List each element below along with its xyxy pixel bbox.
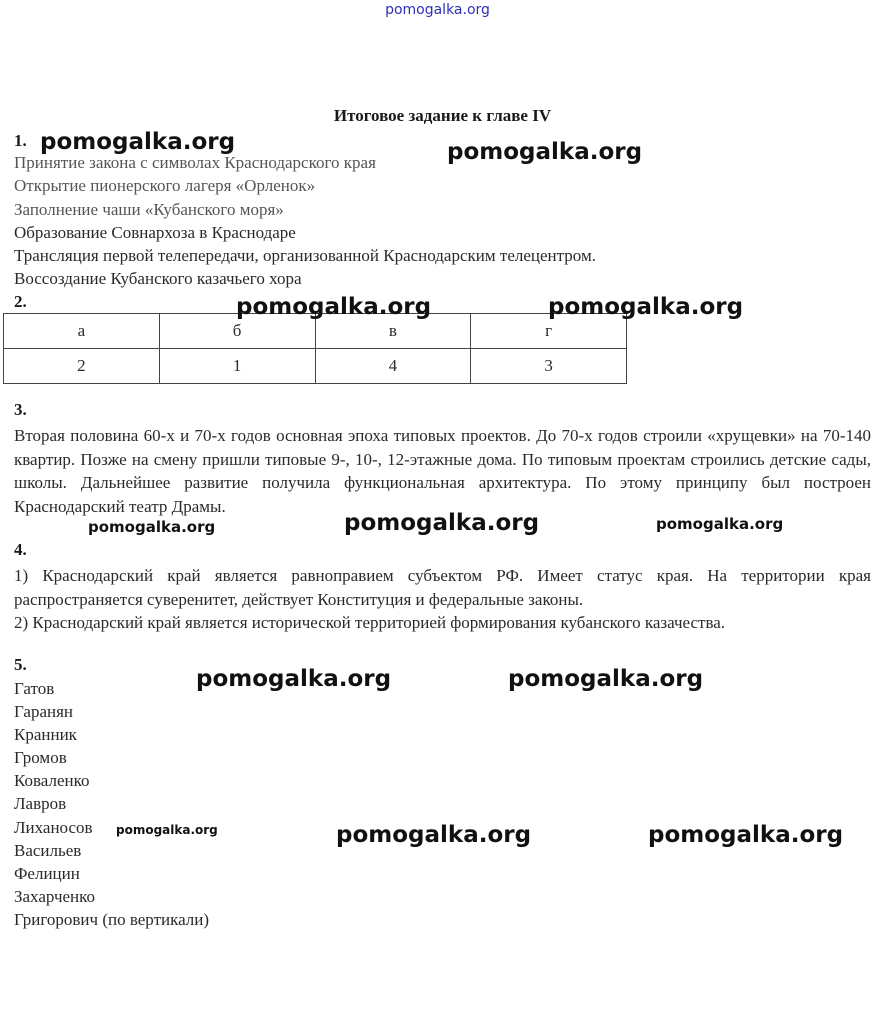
- task-1-line: Открытие пионерского лагеря «Орленок»: [14, 176, 316, 195]
- table-cell: 3: [471, 349, 627, 384]
- table-header-cell: а: [4, 314, 160, 349]
- name-list-item: Васильев: [14, 841, 82, 860]
- name-list-item: Гаранян: [14, 702, 74, 721]
- task-1-line: Образование Совнархоза в Краснодаре: [14, 223, 296, 242]
- task-1-line: Трансляция первой телепередачи, организованной Краснодарским телецентром.: [14, 246, 596, 265]
- table-cell: 2: [4, 349, 160, 384]
- task-4-text: [14, 564, 871, 635]
- watermark: pomogalka.org: [648, 822, 844, 848]
- watermark: pomogalka.org: [88, 518, 216, 536]
- name-list-item: Коваленко: [14, 771, 90, 790]
- watermark: pomogalka.org: [508, 666, 704, 692]
- watermark: pomogalka.org: [40, 129, 236, 155]
- page-title: Итоговое задание к главе IV: [333, 106, 552, 125]
- task-3-paragraph: Вторая половина 60-х и 70-х годов основная эпоха типовых проектов. До 70-х годов строили «хрущевки» на 70-140 квартир. Позже на смену пришли типовые 9-, 10-, 12-этажные дома. По типовым проектам строились детские сады, школы. Дальнейшее развитие получила функциональная архитектура. По этому принципу был построен Краснодарский театр Драмы.: [14, 426, 871, 516]
- name-list-item: Захарченко: [14, 887, 96, 906]
- task-5-number: 5.: [14, 655, 27, 674]
- answer-table: [3, 313, 627, 384]
- task-2-number: 2.: [14, 292, 27, 311]
- table-row: [4, 349, 627, 384]
- table-cell: 4: [315, 349, 471, 384]
- name-list-item: Лавров: [14, 794, 67, 813]
- task-1-line: Заполнение чаши «Кубанского моря»: [14, 200, 284, 219]
- task-1-line: Воссоздание Кубанского казачьего хора: [14, 269, 302, 288]
- watermark: pomogalka.org: [116, 823, 218, 837]
- task-1-line: Принятие закона с символах Краснодарского края: [14, 153, 376, 172]
- task-1-number: 1.: [14, 131, 27, 150]
- name-list-item: Кранник: [14, 725, 77, 744]
- name-list-item: Гатов: [14, 679, 55, 698]
- name-list-item: Лиханосов: [14, 818, 93, 837]
- watermark: pomogalka.org: [336, 822, 532, 848]
- watermark: pomogalka.org: [548, 294, 744, 320]
- task-4-paragraph: 1) Краснодарский край является равноправием субъектом РФ. Имеет статус края. На территории края распространяется суверенитет, действует Конституция и федеральные законы.: [14, 566, 871, 609]
- watermark: pomogalka.org: [447, 139, 643, 165]
- name-list-item: Григорович (по вертикали): [14, 910, 210, 929]
- watermark: pomogalka.org: [344, 510, 540, 536]
- task-4-number: 4.: [14, 540, 27, 559]
- table-header-cell: г: [471, 314, 627, 349]
- name-list-item: Фелицин: [14, 864, 80, 883]
- table-header-cell: б: [159, 314, 315, 349]
- watermark: pomogalka.org: [196, 666, 392, 692]
- table-cell: 1: [159, 349, 315, 384]
- task-3-text: [14, 424, 871, 518]
- task-4-paragraph: 2) Краснодарский край является исторической территорией формирования кубанского казачества.: [14, 613, 726, 632]
- task-3-number: 3.: [14, 400, 27, 419]
- watermark: pomogalka.org: [656, 515, 784, 533]
- site-header-link[interactable]: pomogalka.org: [385, 2, 490, 18]
- watermark: pomogalka.org: [236, 294, 432, 320]
- table-header-cell: в: [315, 314, 471, 349]
- name-list-item: Громов: [14, 748, 67, 767]
